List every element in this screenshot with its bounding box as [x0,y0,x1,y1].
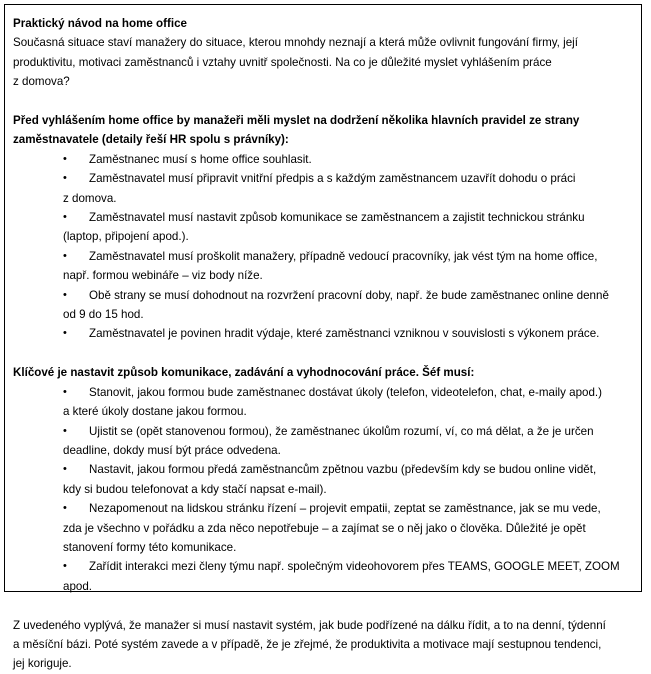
list-item-text: Zaměstnavatel musí proškolit manažery, případně vedoucí pracovníky, jak vést tým na home office, [89,249,598,263]
intro-line: produktivitu, motivaci zaměstnanců i vztahy uvnitř společnosti. Na co je důležité myslet vyhlášením práce [13,55,552,69]
list-item [13,422,631,461]
bullet-icon: • [63,424,67,437]
title-text: Praktický návod na home office [13,17,187,30]
section1-list [13,150,631,344]
list-item [13,247,631,286]
heading-line: Před vyhlášením home office by manažeři měli myslet na dodržení několika hlavních pravidel ze strany [13,114,580,128]
list-item-continuation: např. formou webináře – viz body níže. [63,269,263,283]
bullet-icon: • [63,172,67,185]
document-box [4,4,642,671]
bullet-icon: • [63,385,67,398]
list-item-text: Obě strany se musí dohodnout na rozvržení pracovní doby, např. že bude zaměstnanec online denně [89,288,609,302]
section2-heading [13,363,631,382]
list-item-continuation: od 9 do 15 hod. [63,308,144,322]
list-item-text: Zaměstnavatel musí připravit vnitřní předpis a s každým zaměstnancem uzavřít dohodu o práci [89,172,576,186]
document-title [13,14,631,33]
list-item-continuation: kdy si budou telefonovat a kdy stačí napsat e-mail). [63,482,327,496]
list-item-text: Zařídit interakci mezi členy týmu např. společným videohovorem přes TEAMS, GOOGLE MEET, ZOOM [89,560,620,574]
list-item-continuation: deadline, dokdy musí být práce odvedena. [63,443,281,457]
bullet-icon: • [63,211,67,224]
conclusion-line: jej koriguje. [13,657,72,671]
bullet-icon: • [63,288,67,301]
heading-line: zaměstnavatele (detaily řeší HR spolu s právníky): [13,133,289,147]
bullet-icon: • [63,152,67,165]
intro-line: Současná situace staví manažery do situace, kterou mnohdy neznají a která může ovlivnit fungování firmy, její [13,36,578,50]
list-item [13,460,631,499]
section2-list [13,383,631,596]
list-item-text: Stanovit, jakou formou bude zaměstnanec dostávat úkoly (telefon, videotelefon, chat, e-maily apod.) [89,385,602,399]
spacer [13,92,631,111]
list-item [13,499,631,557]
list-item-continuation: (laptop, připojení apod.). [63,230,189,244]
list-item [13,557,631,596]
list-item-continuation: a které úkoly dostane jakou formou. [63,405,247,419]
list-item [13,383,631,422]
bullet-icon: • [63,327,67,340]
bullet-icon: • [63,463,67,476]
list-item [13,324,631,343]
list-item-text: Ujistit se (opět stanovenou formou), že zaměstnanec úkolům rozumí, ví, co má dělat, a že je určen [89,424,594,438]
list-item [13,208,631,247]
section1-heading [13,111,631,150]
bullet-icon: • [63,502,67,515]
spacer [13,596,631,615]
conclusion-line: a měsíční bázi. Poté systém zavede a v případě, že je zřejmé, že produktivita a motivace mají sestupnou tendenci, [13,637,602,651]
list-item-continuation: zda je všechno v pořádku a zda něco nepotřebuje – a zajímat se o něj jako o člověka. Důležité je opět [63,521,586,535]
intro-line: z domova? [13,75,70,89]
list-item-text: Zaměstnanec musí s home office souhlasit. [89,152,312,166]
list-item-continuation: z domova. [63,191,117,205]
list-item [13,150,631,169]
heading-line: Klíčové je nastavit způsob komunikace, zadávání a vyhodnocování práce. Šéf musí: [13,366,475,380]
list-item [13,169,631,208]
intro-paragraph [13,33,631,91]
conclusion-paragraph [13,616,631,674]
list-item-text: Nastavit, jakou formou předá zaměstnancům zpětnou vazbu (především kdy se budou online vidět, [89,463,597,477]
conclusion-line: Z uvedeného vyplývá, že manažer si musí nastavit systém, jak bude podřízené na dálku řídit, a to na denní, týdenní [13,618,606,632]
bullet-icon: • [63,560,67,573]
list-item-text: Zaměstnavatel je povinen hradit výdaje, které zaměstnanci vzniknou v souvislosti s výkonem práce. [89,327,600,341]
list-item-text: Nezapomenout na lidskou stránku řízení – projevit empatii, zeptat se zaměstnance, jak se mu vede, [89,502,601,516]
bullet-icon: • [63,249,67,262]
list-item-text: Zaměstnavatel musí nastavit způsob komunikace se zaměstnancem a zajistit technickou stránku [89,211,585,225]
spacer [13,344,631,363]
list-item-continuation: stanovení formy této komunikace. [63,540,237,554]
list-item [13,286,631,325]
list-item-continuation: apod. [63,579,93,593]
